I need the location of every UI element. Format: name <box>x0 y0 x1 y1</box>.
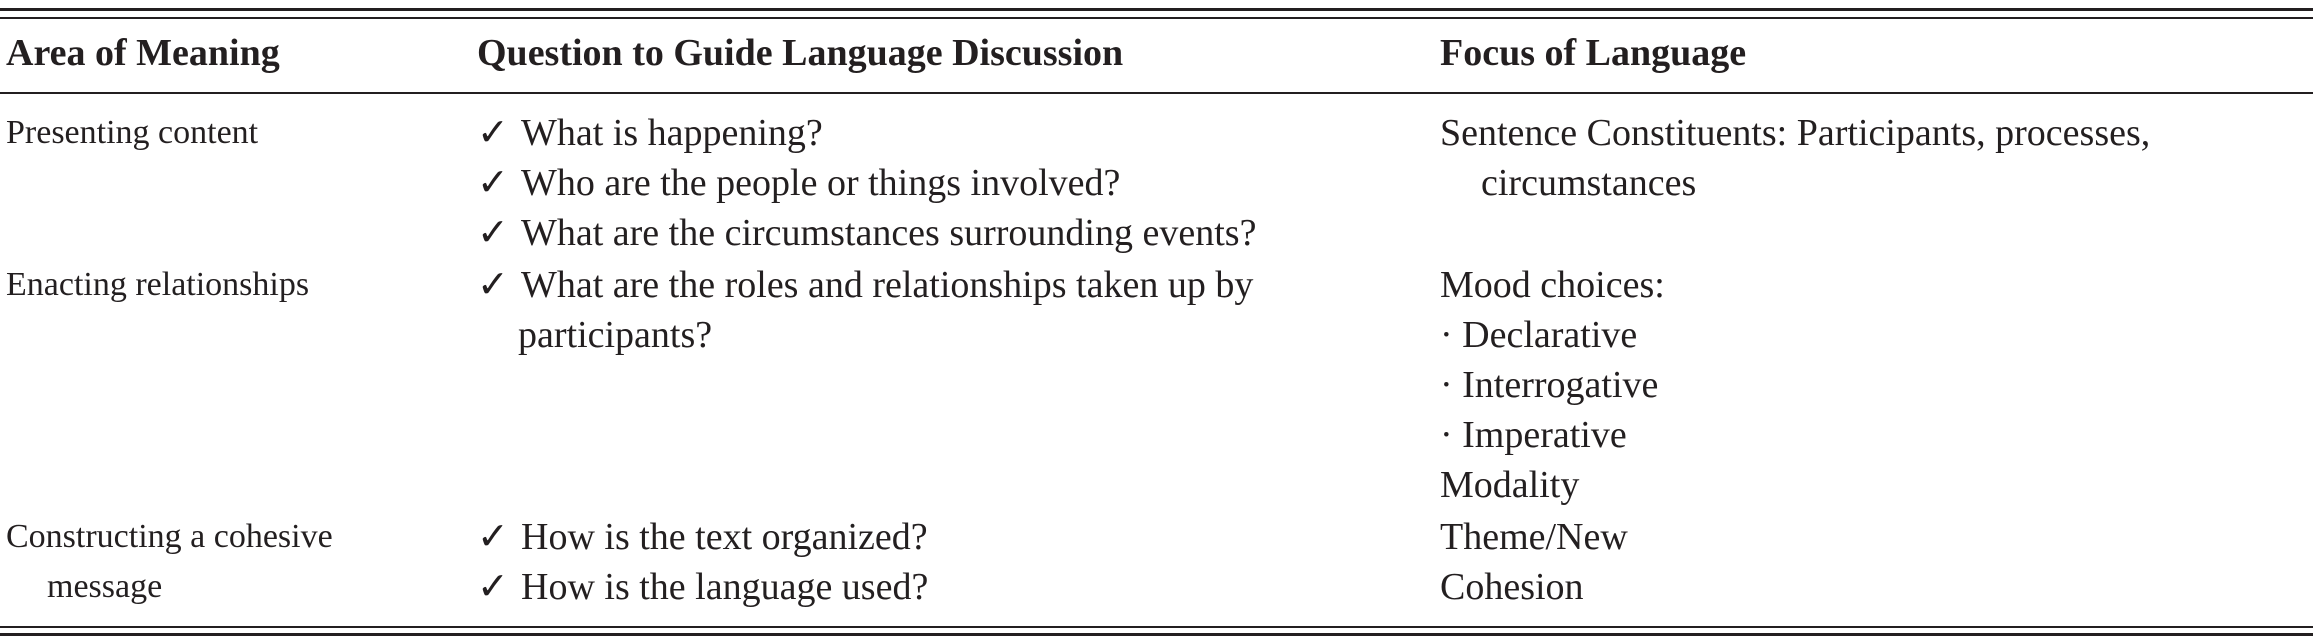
checkmark-icon: ✓ <box>477 112 509 154</box>
checkmark-icon: ✓ <box>477 264 509 306</box>
row-2-area: Enacting relationships <box>6 266 310 303</box>
question-item: ✓ How is the language used? <box>477 562 928 612</box>
header-rule <box>0 92 2313 94</box>
bottom-rule-outer <box>0 633 2313 636</box>
question-item: ✓ Who are the people or things involved? <box>477 158 1256 208</box>
row-3-focus: Theme/New Cohesion <box>1440 516 1628 608</box>
row-1-area: Presenting content <box>6 114 259 151</box>
question-item: ✓ What is happening? <box>477 108 1256 158</box>
checkmark-icon: ✓ <box>477 212 509 254</box>
row-3-area: Constructing a cohesive message <box>6 518 333 605</box>
header-focus-of-language: Focus of Language <box>1440 32 1747 74</box>
row-3-questions <box>477 512 928 612</box>
question-item: ✓ What are the roles and relationships taken up by <box>477 260 1253 310</box>
top-rule-inner <box>0 17 2313 19</box>
checkmark-icon: ✓ <box>477 566 509 608</box>
checkmark-icon: ✓ <box>477 516 509 558</box>
header-question: Question to Guide Language Discussion <box>477 32 1124 74</box>
row-2-questions: ✓ What are the roles and relationships taken up by participants? <box>477 260 1253 360</box>
row-1-focus: Sentence Constituents: Participants, processes, circumstances <box>1440 112 2151 204</box>
checkmark-icon: ✓ <box>477 162 509 204</box>
row-1-questions <box>477 108 1256 258</box>
header-area-of-meaning: Area of Meaning <box>6 32 280 74</box>
row-2-focus: Mood choices: · Declarative · Interrogative · Imperative Modality <box>1440 264 1665 506</box>
bottom-rule-inner <box>0 626 2313 628</box>
top-rule-outer <box>0 8 2313 11</box>
question-item: ✓ What are the circumstances surrounding events? <box>477 208 1256 258</box>
question-item: ✓ How is the text organized? <box>477 512 928 562</box>
